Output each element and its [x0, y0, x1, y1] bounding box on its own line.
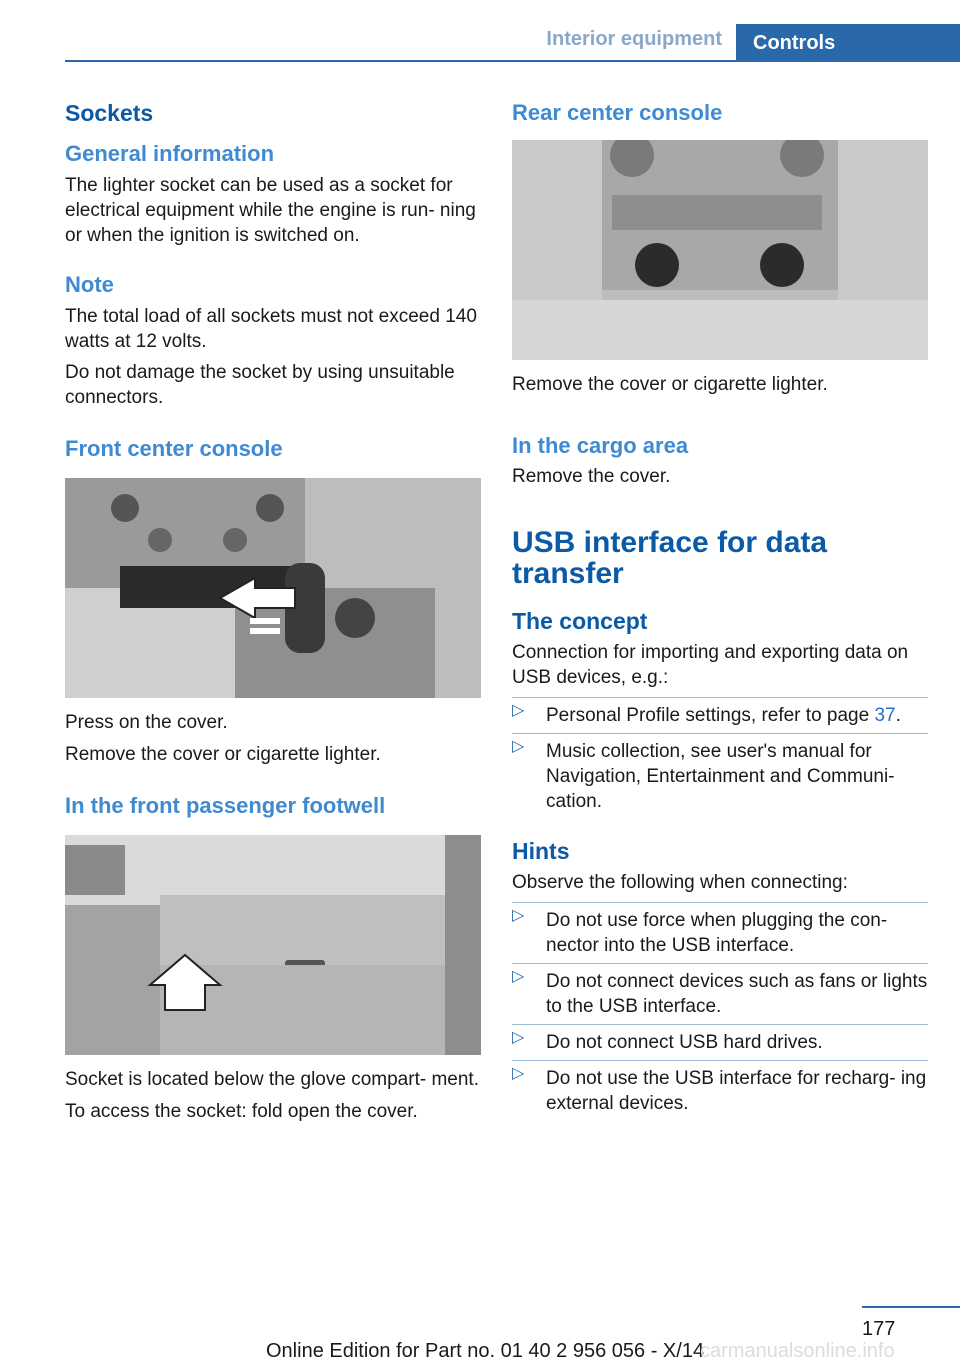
list-item: [512, 963, 928, 1024]
front-console-title: Front center console: [65, 436, 283, 461]
hints-list: [512, 902, 928, 1116]
general-info-text: The lighter socket can be used as a socket for electrical equipment while the engine is run‐ ning or when the ignition is switched on.: [65, 175, 476, 246]
left-column: [65, 100, 481, 1124]
list-item: [512, 733, 928, 814]
cargo-text: Remove the cover.: [512, 466, 671, 487]
edition-footer: Online Edition for Part no. 01 40 2 956 056 - X/14: [266, 1340, 705, 1362]
front-console-text-2: Remove the cover or cigarette lighter.: [65, 744, 381, 765]
header-tab-controls: Controls: [736, 24, 960, 62]
note-text-2: Do not damage the socket by using unsuitable connectors.: [65, 362, 455, 408]
concept-text: Connection for importing and exporting data on USB devices, e.g.:: [512, 642, 909, 688]
list-item-text: Do not use force when plugging the con‐ nector into the USB interface.: [546, 910, 888, 956]
list-item: [512, 902, 928, 963]
list-item-text: Do not connect USB hard drives.: [546, 1032, 823, 1053]
list-item-text: Do not connect devices such as fans or lights to the USB interface.: [546, 971, 928, 1017]
header-rule: [65, 60, 960, 62]
bullet-marker-icon: ▷: [512, 907, 525, 924]
general-info-title: General information: [65, 141, 275, 166]
list-item-text: .: [895, 705, 901, 726]
bullet-marker-icon: ▷: [512, 1065, 525, 1082]
note-title: Note: [65, 272, 114, 297]
list-item-text: Music collection, see user's manual for Navigation, Entertainment and Communi‐ cation.: [546, 741, 895, 812]
footwell-text-2: To access the socket: fold open the cover.: [65, 1101, 418, 1122]
bullet-marker-icon: ▷: [512, 702, 525, 719]
note-text-1: The total load of all sockets must not exceed 140 watts at 12 volts.: [65, 306, 477, 352]
page-number-rule: [862, 1306, 960, 1308]
rear-center-console-photo: [512, 140, 928, 360]
watermark: carmanualsonline.info: [700, 1340, 895, 1362]
hints-text: Observe the following when connecting:: [512, 872, 848, 893]
list-item: [512, 697, 928, 733]
list-item-text: Personal Profile settings, refer to page: [546, 705, 875, 726]
front-center-console-photo: [65, 478, 481, 698]
page-link[interactable]: 37: [874, 705, 896, 726]
sockets-title: Sockets: [65, 100, 154, 126]
list-item-text: Do not use the USB interface for recharg‐ ing external devices.: [546, 1068, 927, 1114]
footwell-title: In the front passenger footwell: [65, 793, 386, 818]
footwell-text-1: Socket is located below the glove compart‐ ment.: [65, 1069, 479, 1090]
front-passenger-footwell-photo: [65, 835, 481, 1055]
rear-console-text: Remove the cover or cigarette lighter.: [512, 374, 828, 395]
bullet-marker-icon: ▷: [512, 968, 525, 985]
concept-list: [512, 697, 928, 814]
cargo-title: In the cargo area: [512, 433, 689, 458]
right-column: [512, 100, 928, 1116]
concept-title: The concept: [512, 608, 648, 634]
hints-title: Hints: [512, 838, 570, 864]
rear-console-title: Rear center console: [512, 100, 723, 125]
front-console-text-1: Press on the cover.: [65, 712, 228, 733]
bullet-marker-icon: ▷: [512, 738, 525, 755]
usb-title: USB interface for data transfer: [512, 526, 828, 590]
bullet-marker-icon: ▷: [512, 1029, 525, 1046]
header-section-label: Interior equipment: [546, 28, 722, 50]
list-item: [512, 1024, 928, 1060]
list-item: [512, 1060, 928, 1116]
page-number: 177: [862, 1318, 896, 1340]
